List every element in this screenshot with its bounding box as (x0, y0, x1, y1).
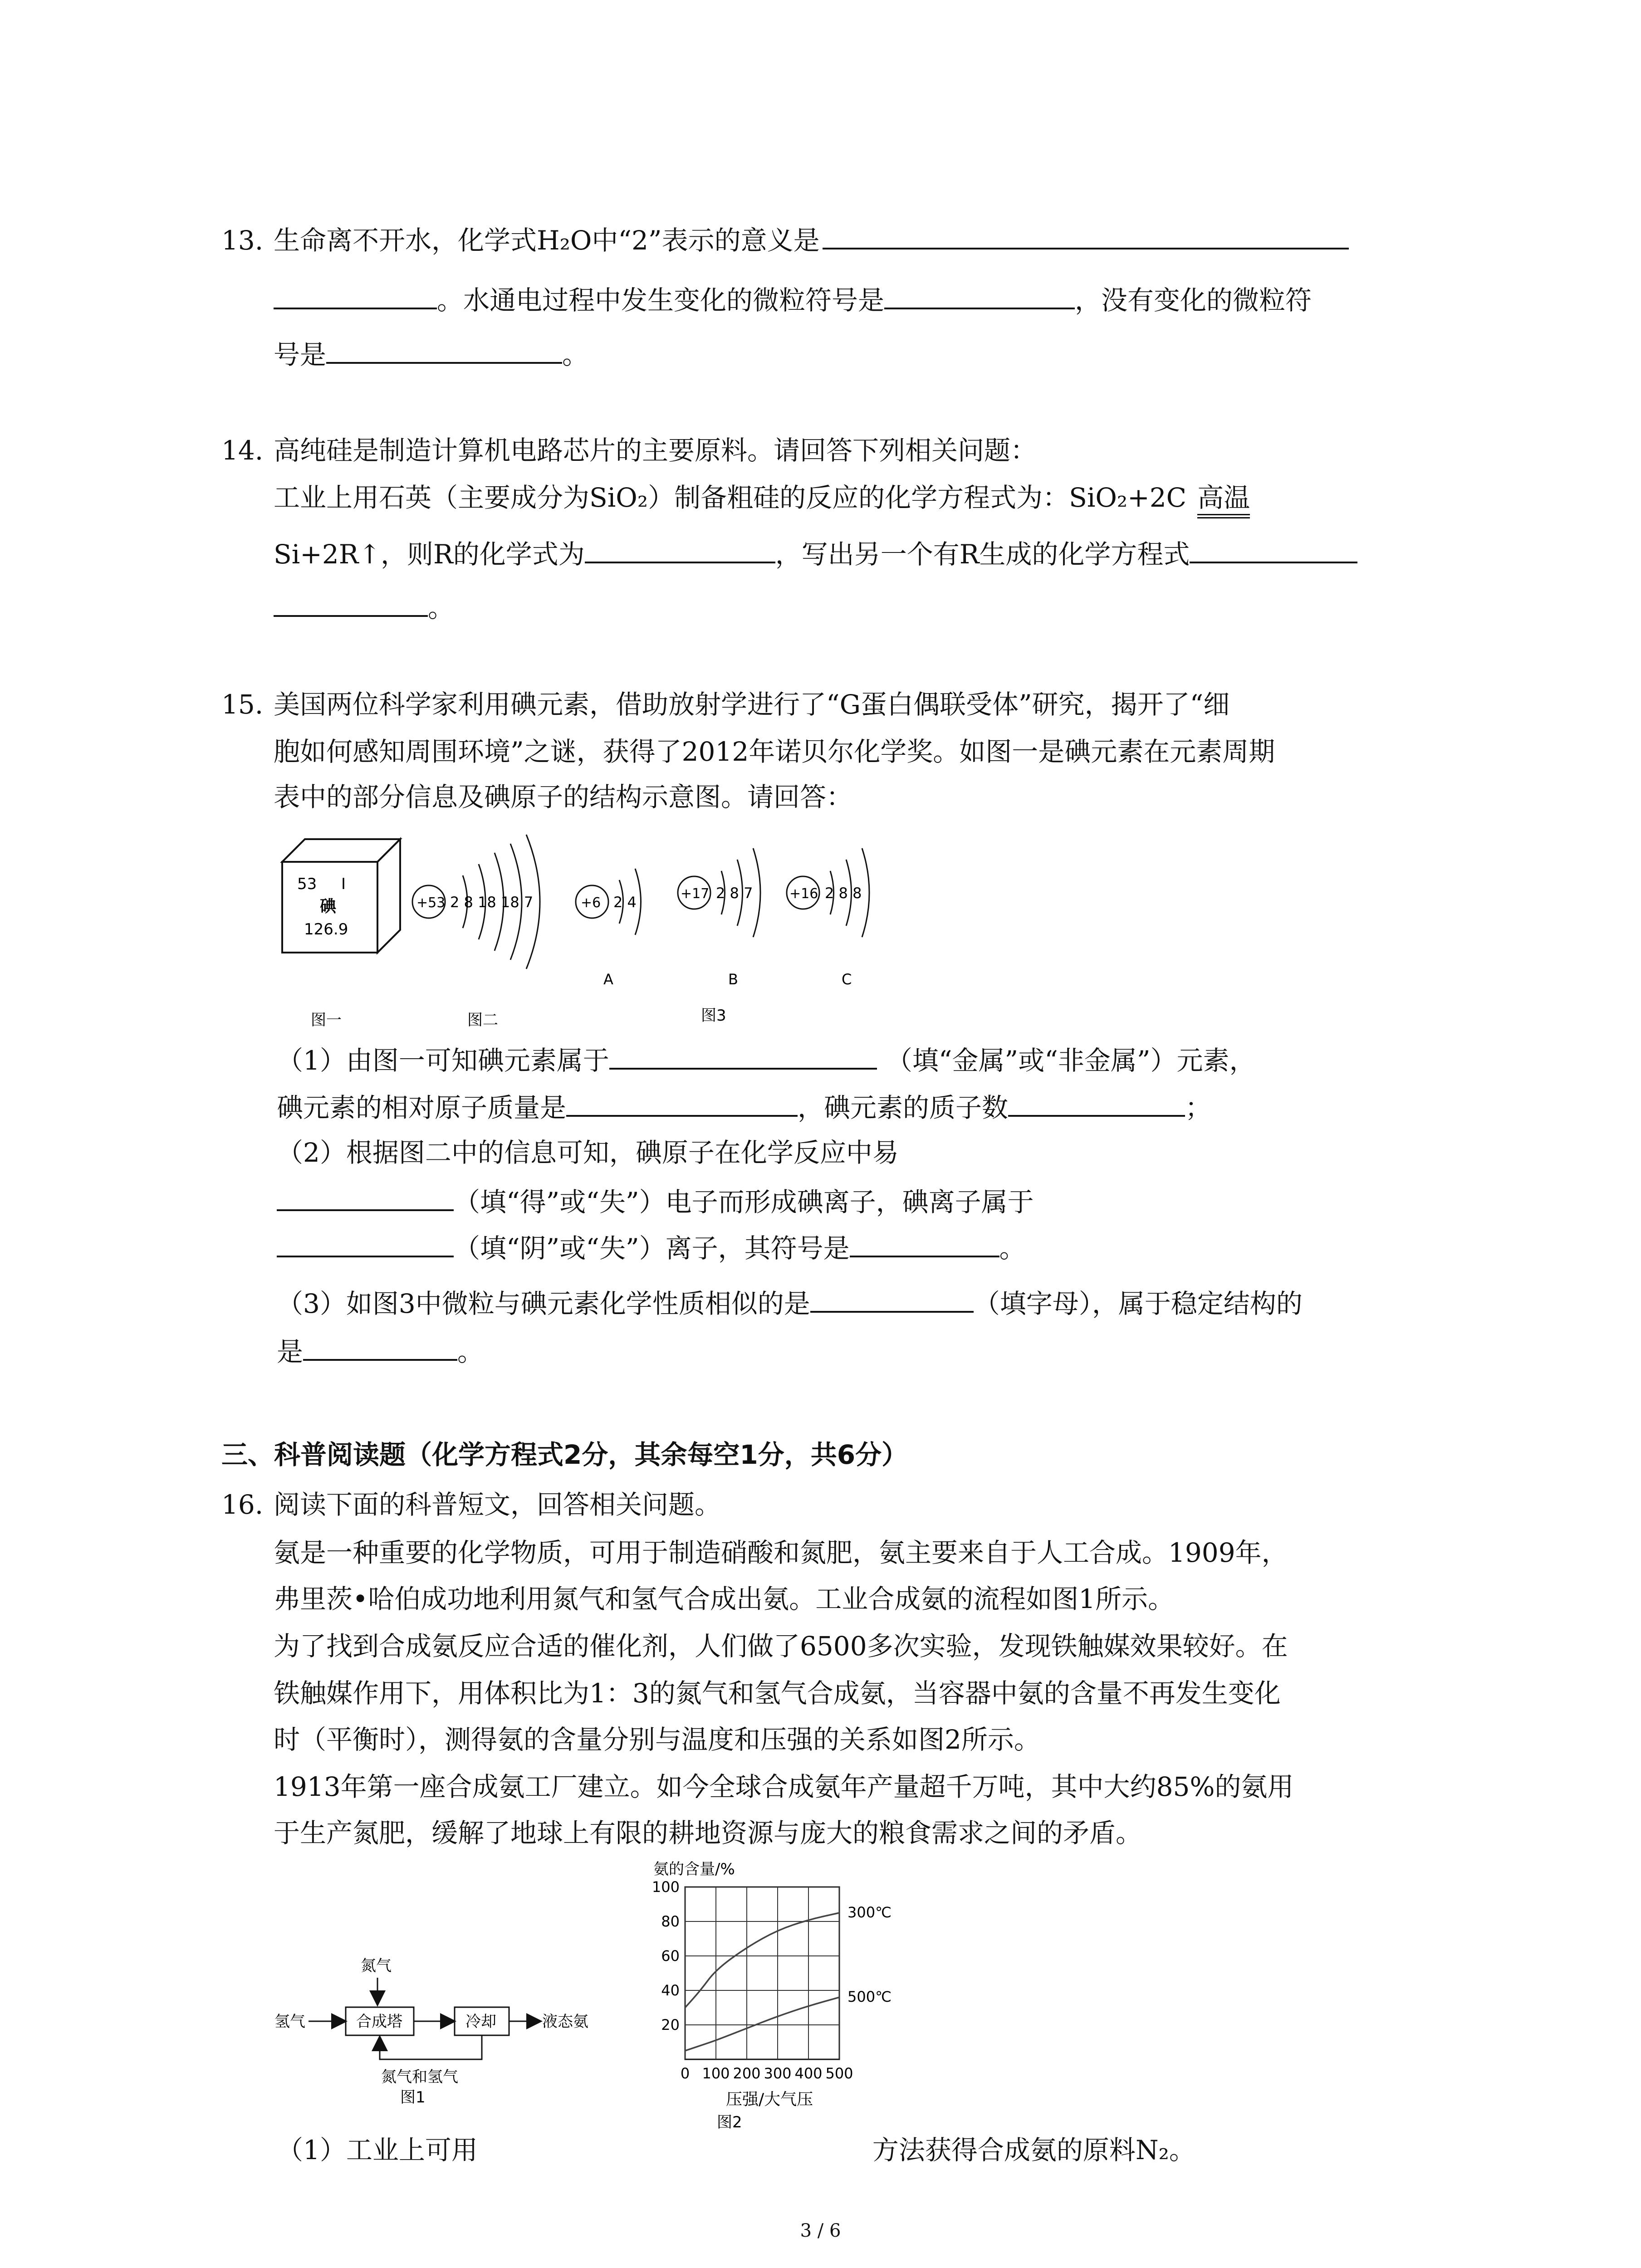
q16-p1a: （1）工业上可用 (277, 2135, 478, 2165)
q15-text1: 美国两位科学家利用碘元素，借助放射学进行了“G蛋白偶联受体”研究，揭开了“细 (274, 689, 1230, 720)
label-B: B (728, 971, 738, 988)
q13-blank3[interactable] (326, 337, 562, 364)
q15-blank8[interactable] (303, 1334, 457, 1361)
q15-p3c: 是 (277, 1336, 304, 1367)
q14-text1: 高纯硅是制造计算机电路芯片的主要原料。请回答下列相关问题： (274, 435, 1037, 466)
q15-line3 (274, 781, 852, 813)
q13-text1: 生命离不开水，化学式H₂O中“2”表示的意义是 (274, 225, 820, 256)
q15-p2-line3 (277, 1230, 1026, 1264)
q15-p2-line1 (277, 1137, 899, 1168)
element-mass: 126.9 (304, 920, 348, 938)
atom-C-electrons: 2 8 8 (825, 885, 862, 902)
q15-p1e: ； (1185, 1092, 1212, 1123)
iodine-electrons: 2 8 18 18 7 (450, 894, 534, 911)
q15-blank4[interactable] (277, 1184, 454, 1211)
chart-x-tick: 500 (825, 2065, 853, 2082)
caption-fig3: 图3 (701, 1007, 726, 1025)
q16-line6: 时（平衡时），测得氨的含量分别与温度和压强的关系如图2所示。 (274, 1724, 1040, 1755)
element-symbol: I (341, 875, 346, 893)
element-name: 碘 (320, 897, 337, 916)
q15-p2c: （填“阴”或“失”）离子，其符号是 (454, 1233, 850, 1264)
flow-output: 液态氨 (542, 2013, 588, 2031)
chart-caption: 图2 (717, 2113, 742, 2131)
chart-series-label-1: 500℃ (847, 1988, 892, 2006)
label-C: C (842, 971, 852, 988)
label-A: A (603, 971, 613, 988)
chart-y-tick: 40 (661, 1982, 680, 1999)
q14-blank2[interactable] (1190, 536, 1357, 563)
chart-y-tick: 20 (661, 2016, 680, 2033)
chart-x-tick: 100 (702, 2065, 730, 2082)
q13-text2a: 。水通电过程中发生变化的微粒符号是 (437, 285, 885, 316)
q15-figure (272, 826, 930, 1034)
q14-blank2-cont[interactable] (274, 590, 428, 617)
q15-text2: 胞如何感知周围环境”之谜，获得了2012年诺贝尔化学奖。如图一是碘元素在元素周期 (274, 736, 1275, 767)
q14-text2: 工业上用石英（主要成分为SiO₂）制备粗硅的反应的化学方程式为：SiO₂+2C (274, 482, 1187, 513)
q14-number: 14. (221, 435, 264, 466)
q13-blank1-cont[interactable] (274, 282, 437, 309)
q14-text4: 。 (428, 592, 455, 623)
q15-blank2[interactable] (566, 1090, 798, 1117)
section3-title: 三、科普阅读题（化学方程式2分，其余每空1分，共6分） (221, 1439, 908, 1470)
q16-p1 (277, 2132, 1195, 2166)
chart-series-line-0 (685, 1913, 839, 2008)
q15-p1-line1 (277, 1042, 1256, 1076)
q15-blank6[interactable] (850, 1230, 999, 1257)
q13-line3 (274, 337, 588, 371)
q13-line1 (221, 222, 1349, 256)
chart-frame (685, 1887, 839, 2059)
flow-left-input: 氢气 (274, 2013, 305, 2031)
chart-x-tick: 300 (764, 2065, 792, 2082)
q13-line2 (274, 282, 1312, 316)
chart-y-tick: 60 (661, 1947, 680, 1965)
atom-A-nucleus: +6 (581, 895, 601, 911)
q15-p2b: （填“得”或“失”）电子而形成碘离子，碘离子属于 (454, 1187, 1034, 1217)
caption-fig1: 图一 (311, 1011, 342, 1029)
chart-y-tick: 100 (652, 1878, 680, 1896)
atom-C-nucleus: +16 (789, 886, 818, 902)
q15-p3-line1 (277, 1286, 1303, 1320)
q14-line3 (274, 536, 1357, 570)
atom-A-electrons: 2 4 (613, 894, 637, 911)
q15-blank3[interactable] (1008, 1090, 1185, 1117)
q16-line5: 铁触媒作用下，用体积比为1：3的氮气和氢气合成氨，当容器中氨的含量不再发生变化 (274, 1678, 1281, 1709)
q13-blank1[interactable] (823, 222, 1349, 249)
q15-p1c: 碘元素的相对原子质量是 (277, 1092, 567, 1123)
q15-line1 (221, 689, 1230, 720)
chart-y-tick: 80 (661, 1913, 680, 1930)
q15-number: 15. (221, 689, 264, 720)
q16-line8: 于生产氮肥，缓解了地球上有限的耕地资源与庞大的粮食需求之间的矛盾。 (274, 1818, 1142, 1848)
q15-p2d: 。 (999, 1233, 1026, 1264)
flow-box1-label: 合成塔 (356, 2013, 402, 2031)
ammonia-content-chart (635, 1860, 962, 2132)
q15-text3: 表中的部分信息及碘原子的结构示意图。请回答： (274, 782, 853, 812)
iodine-nucleus: +53 (416, 895, 446, 911)
q15-line2 (274, 736, 1275, 767)
q14-blank1[interactable] (585, 536, 775, 563)
q16-line7: 1913年第一座合成氨工厂建立。如今全球合成氨年产量超千万吨，其中大约85%的氨用 (274, 1771, 1294, 1802)
q15-blank7[interactable] (810, 1286, 974, 1313)
q13-text3a: 号是 (274, 339, 327, 370)
flow-caption: 图1 (400, 2088, 426, 2107)
q16-text1: 阅读下面的科普短文，回答相关问题。 (274, 1489, 721, 1520)
page-number: 3 / 6 (800, 2220, 841, 2241)
flow-box2-label: 冷却 (465, 2013, 496, 2031)
flow-top-input: 氮气 (361, 1957, 392, 1975)
flow-recycle: 氮气和氢气 (381, 2068, 458, 2086)
q13-blank2[interactable] (884, 282, 1075, 309)
q16-line4: 为了找到合成氨反应合适的催化剂，人们做了6500多次实验，发现铁触媒效果较好。在 (274, 1631, 1288, 1662)
q16-line1 (221, 1489, 721, 1520)
q14-condition: 高温 (1197, 482, 1250, 518)
q15-p1d: ，碘元素的质子数 (798, 1092, 1009, 1123)
chart-x-tick: 400 (794, 2065, 823, 2082)
ammonia-flow-diagram (272, 1950, 626, 2118)
q13-text3b: 。 (562, 339, 589, 370)
q15-p3b: （填字母），属于稳定结构的 (973, 1288, 1303, 1319)
q14-line4 (274, 590, 454, 624)
q15-p3d: 。 (457, 1336, 484, 1367)
q14-text3b: ，写出另一个有R生成的化学方程式 (775, 539, 1190, 570)
chart-ylabel: 氨的含量/% (653, 1860, 735, 1878)
q15-p3a: （3）如图3中微粒与碘元素化学性质相似的是 (277, 1288, 810, 1319)
q15-p1a: （1）由图一可知碘元素属于 (277, 1045, 609, 1076)
q15-blank1[interactable] (609, 1042, 877, 1070)
q15-p1b: （填“金属”或“非金属”）元素， (886, 1045, 1256, 1076)
q14-line2 (274, 482, 1250, 513)
q16-line3: 弗里茨•哈伯成功地利用氮气和氢气合成出氨。工业合成氨的流程如图1所示。 (274, 1584, 1175, 1614)
chart-x-tick: 0 (680, 2065, 690, 2082)
q15-p3-line2 (277, 1334, 484, 1368)
chart-series-line-1 (685, 1997, 839, 2051)
q16-line2: 氨是一种重要的化学物质，可用于制造硝酸和氮肥，氨主要来自于人工合成。1909年， (274, 1537, 1288, 1568)
chart-xlabel: 压强/大气压 (726, 2090, 813, 2109)
q14-line1 (221, 435, 1037, 466)
q16-number: 16. (221, 1489, 264, 1520)
element-number: 53 (297, 875, 317, 893)
q15-p2a: （2）根据图二中的信息可知，碘原子在化学反应中易 (277, 1137, 899, 1168)
q15-p2-line2 (277, 1184, 1034, 1218)
q15-p1-line2 (277, 1090, 1211, 1124)
q16-p1b: 方法获得合成氨的原料N₂。 (872, 2135, 1195, 2165)
q13-text2b: ，没有变化的微粒符 (1075, 285, 1312, 316)
q13-number: 13. (221, 225, 264, 256)
chart-x-tick: 200 (733, 2065, 761, 2082)
q14-text3a: Si+2R↑，则R的化学式为 (274, 539, 585, 570)
q15-blank5[interactable] (277, 1230, 454, 1257)
caption-fig2: 图二 (467, 1011, 498, 1029)
atom-B-electrons: 2 8 7 (716, 885, 753, 902)
chart-series-label-0: 300℃ (847, 1904, 892, 1921)
q16-blank1[interactable] (478, 2132, 872, 2159)
atom-B-nucleus: +17 (681, 886, 710, 902)
